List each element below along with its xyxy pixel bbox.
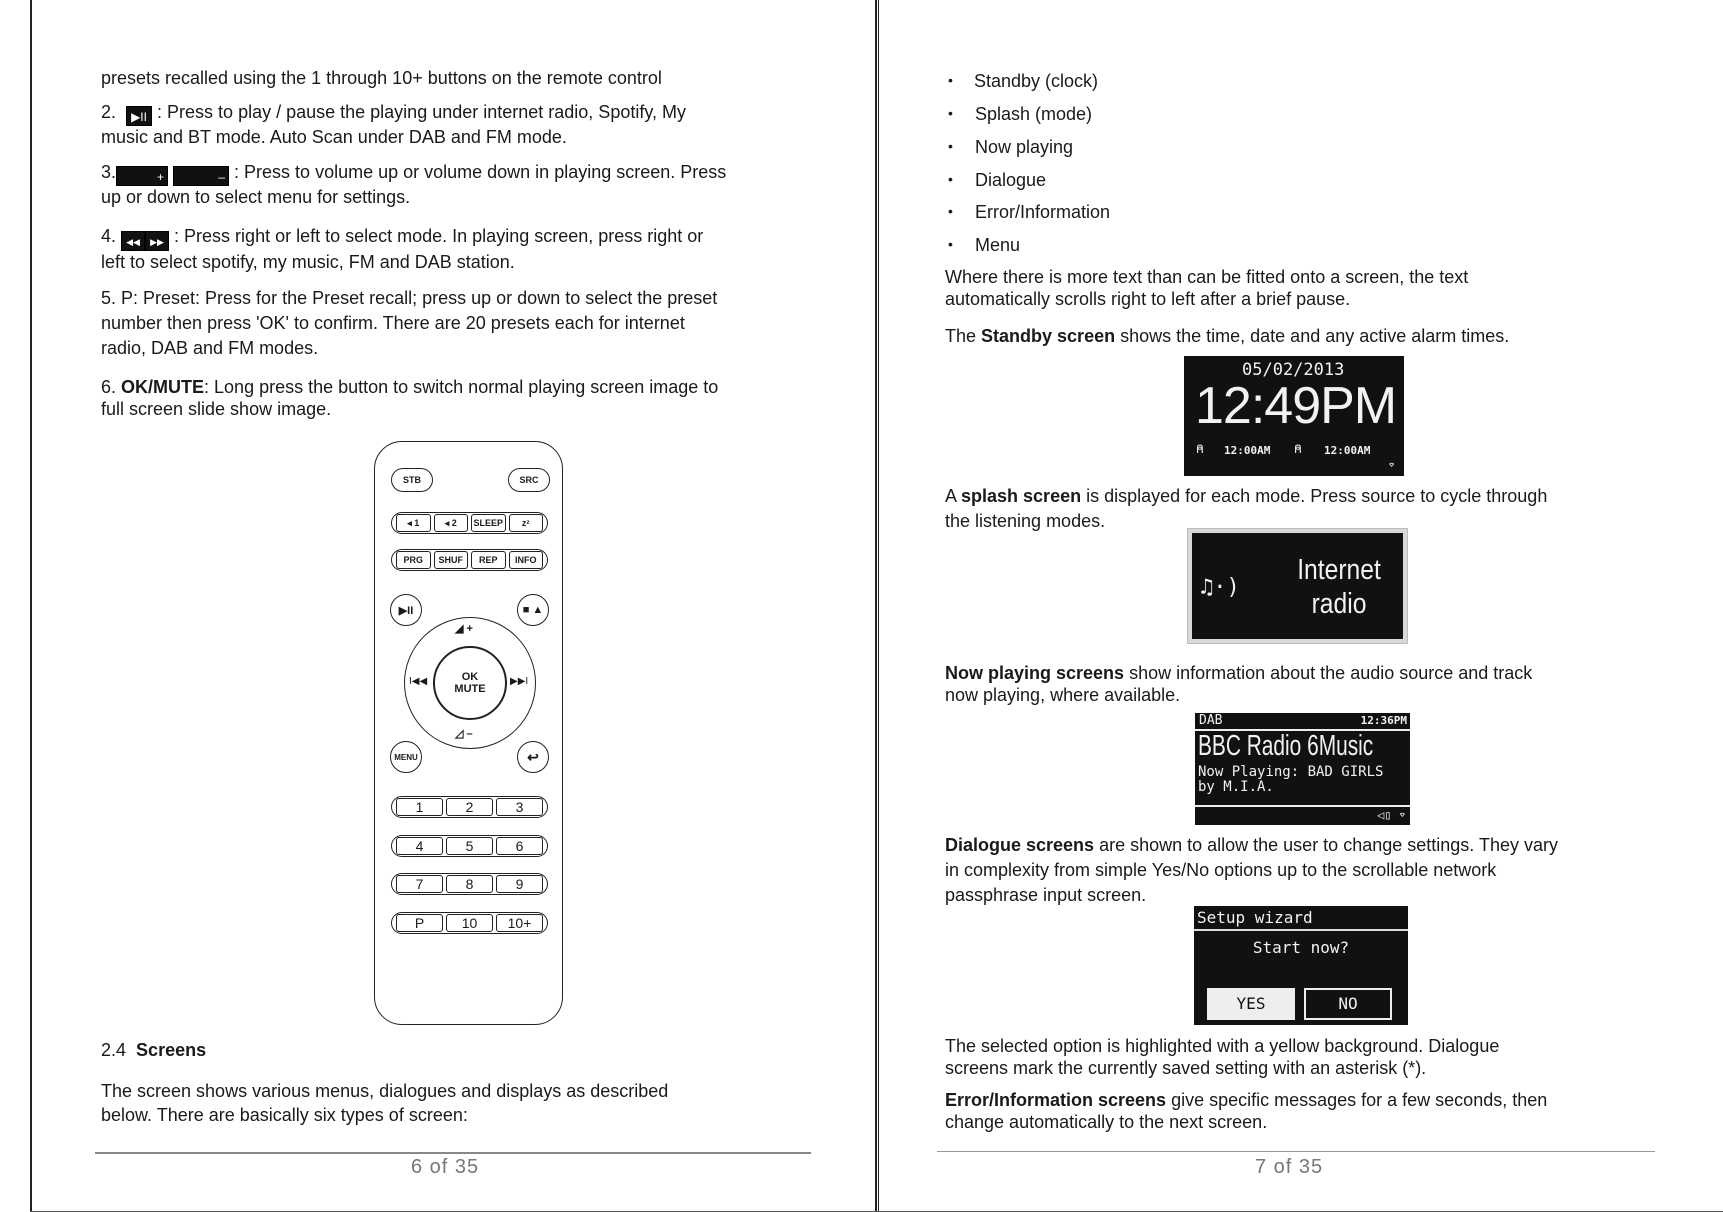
menu-button: MENU (390, 741, 422, 773)
item-text: : Press to play / pause the playing under internet radio, Spotify, My (157, 102, 686, 122)
text: passphrase input screen. (945, 885, 1147, 905)
item-text: number then press 'OK' to confirm. There are 20 presets each for internet (101, 313, 685, 333)
previous-key: I◀◀ (409, 676, 428, 687)
scroll-paragraph (945, 266, 1468, 310)
fast-forward-icon: ▶▶ (145, 231, 169, 251)
bullet-item: Now playing (975, 137, 1074, 157)
page-divider (875, 0, 877, 1212)
internet-radio-icon: ♫·) (1200, 575, 1240, 600)
bullet-item: Dialogue (975, 170, 1047, 190)
text: the listening modes. (945, 511, 1106, 531)
yes-option: YES (1207, 988, 1295, 1020)
preset-1-button: ◂ 1 (396, 514, 431, 532)
snooze-button: zᶻ (509, 514, 544, 532)
preset-key: P (396, 914, 443, 932)
wifi-icon: ⌔ (1388, 458, 1396, 472)
text: shows the time, date and any active alarm times. (1115, 326, 1510, 346)
footer-rule (937, 1151, 1655, 1152)
minus-sign: – (218, 170, 226, 184)
number-row (391, 796, 548, 818)
standby-screen-image (1184, 356, 1404, 476)
term: Standby screen (981, 326, 1116, 346)
dialogue-screen-image (1194, 906, 1408, 1025)
number-key: 5 (446, 837, 493, 855)
footer-rule (95, 1152, 811, 1154)
text: The (945, 326, 982, 346)
mode-line: Internet (1297, 554, 1381, 586)
volume-up-icon (116, 166, 168, 186)
number-key: 9 (496, 875, 543, 893)
standby-paragraph (945, 325, 1509, 347)
item-text: up or down to select menu for settings. (101, 187, 411, 207)
item-text: : Long press the button to switch normal playing screen image to (204, 377, 719, 397)
plus-sign: + (157, 170, 165, 184)
item-3 (101, 161, 726, 208)
station-name: BBC Radio 6Music (1198, 730, 1374, 762)
bullet-item: Error/Information (975, 202, 1111, 222)
text: show information about the audio source and track (1124, 663, 1533, 683)
prg-button: PRG (396, 551, 431, 569)
number-row (391, 873, 548, 895)
screen-time: 12:36PM (1360, 714, 1407, 727)
term: Now playing screens (945, 663, 1125, 683)
text: change automatically to the next screen. (945, 1112, 1268, 1132)
page-number: 7 of 35 (1255, 1156, 1324, 1178)
section-number: 2.4 (101, 1040, 127, 1060)
src-button: SRC (508, 468, 550, 492)
term: Dialogue screens (945, 835, 1095, 855)
number-key: 2 (446, 798, 493, 816)
alarm-2-time: 12:00AM (1324, 444, 1371, 457)
play-pause-button: ▶II (390, 594, 422, 626)
ok-mute-button (433, 646, 507, 720)
text: A (945, 486, 962, 506)
sleep-button: SLEEP (471, 514, 506, 532)
back-button: ↩ (517, 741, 549, 773)
item-text: : Press to volume up or volume down in playing screen. Press (234, 162, 727, 182)
track-info (1198, 765, 1383, 795)
screen-time: 12:49PM (1195, 377, 1397, 435)
text: are shown to allow the user to change settings. They vary (1094, 835, 1558, 855)
bullet-item: Menu (975, 235, 1021, 255)
bullet-item: Standby (clock) (974, 71, 1099, 91)
alarm-2-icon: ⍝ (1294, 442, 1302, 457)
remote-control-illustration (374, 441, 563, 1025)
no-option: NO (1304, 988, 1392, 1020)
splash-screen-image (1188, 529, 1407, 643)
intro-line: presets recalled using the 1 through 10+ buttons on the remote control (101, 68, 662, 88)
screen-source: DAB (1199, 713, 1223, 728)
item-5 (101, 286, 717, 361)
number-row (391, 912, 548, 934)
section-heading (101, 1039, 206, 1061)
text: is displayed for each mode. Press source to cycle through (1081, 486, 1548, 506)
number-key: 10 (446, 914, 493, 932)
splash-mode-label (1288, 553, 1390, 621)
bullet-item: Splash (mode) (975, 104, 1093, 124)
page-number: 6 of 35 (411, 1156, 480, 1178)
item-number: 3. (101, 162, 117, 182)
section-paragraph (101, 1079, 668, 1127)
page-border-left (30, 0, 32, 1212)
remote-row-a (391, 512, 548, 534)
item-text: left to select spotify, my music, FM and DAB station. (101, 252, 515, 272)
ok-label: OK (461, 671, 479, 683)
remote-row-b (391, 549, 548, 571)
text-line: screens mark the currently saved setting with an asterisk (*). (945, 1058, 1427, 1078)
splash-paragraph (945, 484, 1547, 534)
text-line: automatically scrolls right to left after a brief pause. (945, 289, 1351, 309)
number-key: 3 (496, 798, 543, 816)
now-playing-paragraph (945, 662, 1532, 706)
play-pause-icon: ▶II (126, 106, 152, 126)
text: give specific messages for a few seconds, then (1166, 1090, 1548, 1110)
volume-down-key: ◿ – (455, 728, 473, 740)
text-line: below. There are basically six types of screen: (101, 1105, 468, 1125)
item-number: 6. (101, 377, 117, 397)
next-key: ▶▶I (510, 676, 529, 687)
screen-date: 05/02/2013 (1242, 360, 1345, 380)
number-key: 7 (396, 875, 443, 893)
volume-up-key: ◢ + (455, 623, 473, 635)
dialogue-question: Start now? (1252, 938, 1350, 957)
rep-button: REP (471, 551, 506, 569)
section-title: Screens (136, 1040, 207, 1060)
item-text: : Press right or left to select mode. In playing screen, press right or (174, 226, 704, 246)
number-key: 8 (446, 875, 493, 893)
dialogue-title: Setup wizard (1197, 908, 1313, 927)
text-line: The screen shows various menus, dialogues and displays as described (101, 1081, 669, 1101)
text: now playing, where available. (945, 685, 1181, 705)
item-number: 4. (101, 226, 117, 246)
item-6 (101, 376, 718, 420)
alarm-1-time: 12:00AM (1224, 444, 1271, 457)
number-key: 6 (496, 837, 543, 855)
item-4 (101, 225, 703, 273)
number-key: 1 (396, 798, 443, 816)
number-row (391, 835, 548, 857)
now-playing-screen-image (1195, 713, 1410, 825)
term: splash screen (961, 486, 1082, 506)
item-text: 5. P: Preset: Press for the Preset recall; press up or down to select the preset (101, 288, 718, 308)
item-2 (101, 101, 686, 148)
item-text: music and BT mode. Auto Scan under DAB and FM mode. (101, 127, 567, 147)
stop-eject-button: ■ ▲ (517, 594, 549, 626)
alarm-1-icon: ⍝ (1196, 442, 1204, 457)
page-divider (878, 0, 879, 1212)
volume-down-icon (173, 166, 229, 186)
item-text: full screen slide show image. (101, 399, 332, 419)
stb-button: STB (391, 468, 433, 492)
selected-paragraph (945, 1035, 1499, 1079)
mode-line: radio (1311, 588, 1367, 620)
info-button: INFO (509, 551, 544, 569)
track-line: Now Playing: BAD GIRLS (1198, 764, 1384, 780)
rewind-icon: ◀◀ (121, 231, 145, 251)
item-number: 2. (101, 102, 117, 122)
track-line: by M.I.A. (1198, 779, 1274, 795)
number-key: 10+ (496, 914, 543, 932)
status-icons: ◁▯ ⌔ (1377, 808, 1406, 822)
text: in complexity from simple Yes/No options up to the scrollable network (945, 860, 1497, 880)
dialogue-paragraph (945, 833, 1558, 908)
item-bold: OK/MUTE (121, 377, 205, 397)
item-text: radio, DAB and FM modes. (101, 338, 319, 358)
shuf-button: SHUF (434, 551, 469, 569)
preset-2-button: ◂ 2 (434, 514, 469, 532)
text-line: Where there is more text than can be fitted onto a screen, the text (945, 267, 1469, 287)
term: Error/Information screens (945, 1090, 1167, 1110)
text-line: The selected option is highlighted with a yellow background. Dialogue (945, 1036, 1500, 1056)
error-paragraph (945, 1089, 1547, 1133)
number-key: 4 (396, 837, 443, 855)
mute-label: MUTE (454, 683, 486, 695)
